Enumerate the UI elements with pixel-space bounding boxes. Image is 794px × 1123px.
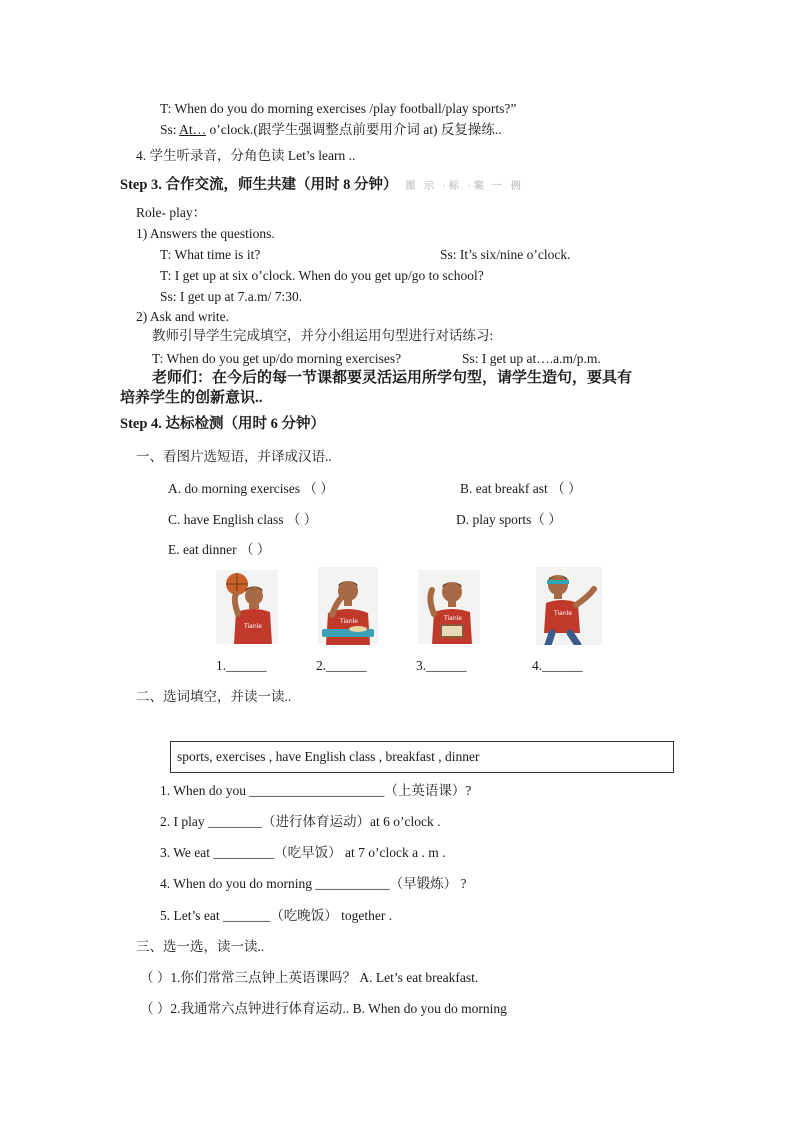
option-c: C. have English class （ ） [168,512,318,527]
picture-boy-exercising [536,567,602,645]
boy-eating-illustration [318,567,378,645]
section1-title: 一、看图片选短语，并译成汉语.. [136,449,332,464]
section3-title: 三、选一选，读一读.. [136,939,265,954]
dialogue-students-time: Ss: It’s six/nine o’clock. [440,247,571,262]
picture-boy-basketball [216,570,278,644]
dialogue-line-students-at [160,121,502,138]
speaker-label: Ss: [160,122,180,137]
dialogue-teacher-getup: T: I get up at six o’clock. When do you get up/go to school? [160,268,484,283]
dialogue-teacher-time: T: What time is it? [160,247,261,262]
option-a: A. do morning exercises （ ） [168,481,334,496]
picture-boy-reading [418,570,480,644]
dialogue-line-teacher-exercises: T: When do you do morning exercises /play football/play sports?” [160,101,517,116]
boy-reading-illustration [418,570,480,644]
boy-basketball-illustration [216,570,278,644]
bold-note-line-1: 老师们：在今后的每一节课都要灵活运用所学句型，请学生造句，要具有 [152,370,633,386]
roleplay-label: Role- play： [136,205,207,220]
step3-heading-text: Step 3. 合作交流，师生共建（用时 8 分钟） [120,177,398,193]
activity-1-title: 1) Answers the questions. [136,226,275,241]
picture-blank-3[interactable]: 3.______ [416,658,467,673]
word-bank-text: sports, exercises , have English class , breakfast , dinner [177,749,480,764]
shirt-logo-text: Tianle [554,610,572,617]
bold-note-line-2: 培养学生的创新意识.. [120,390,263,406]
section2-title: 二、选词填空，并读一读.. [136,689,292,704]
dialogue-teacher-when: T: When do you get up/do morning exercises? [152,351,402,366]
match-question-1[interactable]: （ ）1.你们常常三点钟上英语课吗？ A. Let’s eat breakfast. [140,970,479,985]
fill-item-5[interactable]: 5. Let’s eat _______（吃晚饭） together . [160,908,393,923]
shirt-logo-text: Tianle [244,623,262,630]
fill-item-4[interactable]: 4. When do you do morning ___________（早锻炼） ? [160,876,467,891]
activity-2-title: 2) Ask and write. [136,309,229,324]
fill-item-2[interactable]: 2. I play ________（进行体育运动）at 6 o’clock . [160,814,441,829]
shirt-logo-text: Tianle [444,615,462,622]
dialogue-text: o’clock.(跟学生强调整点前要用介词 at) 反复操练.. [206,122,502,137]
picture-blank-2[interactable]: 2.______ [316,658,367,673]
word-bank-box [170,741,674,773]
picture-blank-1[interactable]: 1.______ [216,658,267,673]
option-b: B. eat breakf ast （ ） [460,481,582,496]
boy-exercising-illustration [536,567,602,645]
fill-item-3[interactable]: 3. We eat _________（吃早饭） at 7 o’clock a . m . [160,845,446,860]
fill-item-1[interactable]: 1. When do you ____________________（上英语课）? [160,783,472,798]
option-d: D. play sports（ ） [456,512,562,527]
picture-boy-eating [318,567,378,645]
step3-heading [120,177,524,195]
underlined-at: At… [179,122,207,137]
dialogue-students-getup: Ss: I get up at 7.a.m/ 7:30. [160,289,303,304]
teacher-instruction: 教师引导学生完成填空，并分小组运用句型进行对话练习: [152,328,494,343]
step-item-listen: 4. 学生听录音，分角色读 Let’s learn .. [136,148,356,163]
shirt-logo-text: Tianle [340,618,358,625]
option-e: E. eat dinner （ ） [168,542,271,557]
faint-watermark-text: 图 示 ·标 ·案 一 例 [405,181,524,192]
step4-heading: Step 4. 达标检测（用时 6 分钟） [120,416,326,432]
dialogue-students-when: Ss: I get up at….a.m/p.m. [462,351,601,366]
match-question-2[interactable]: （ ）2.我通常六点钟进行体育运动.. B. When do you do morning [140,1001,507,1016]
picture-blank-4[interactable]: 4.______ [532,658,583,673]
